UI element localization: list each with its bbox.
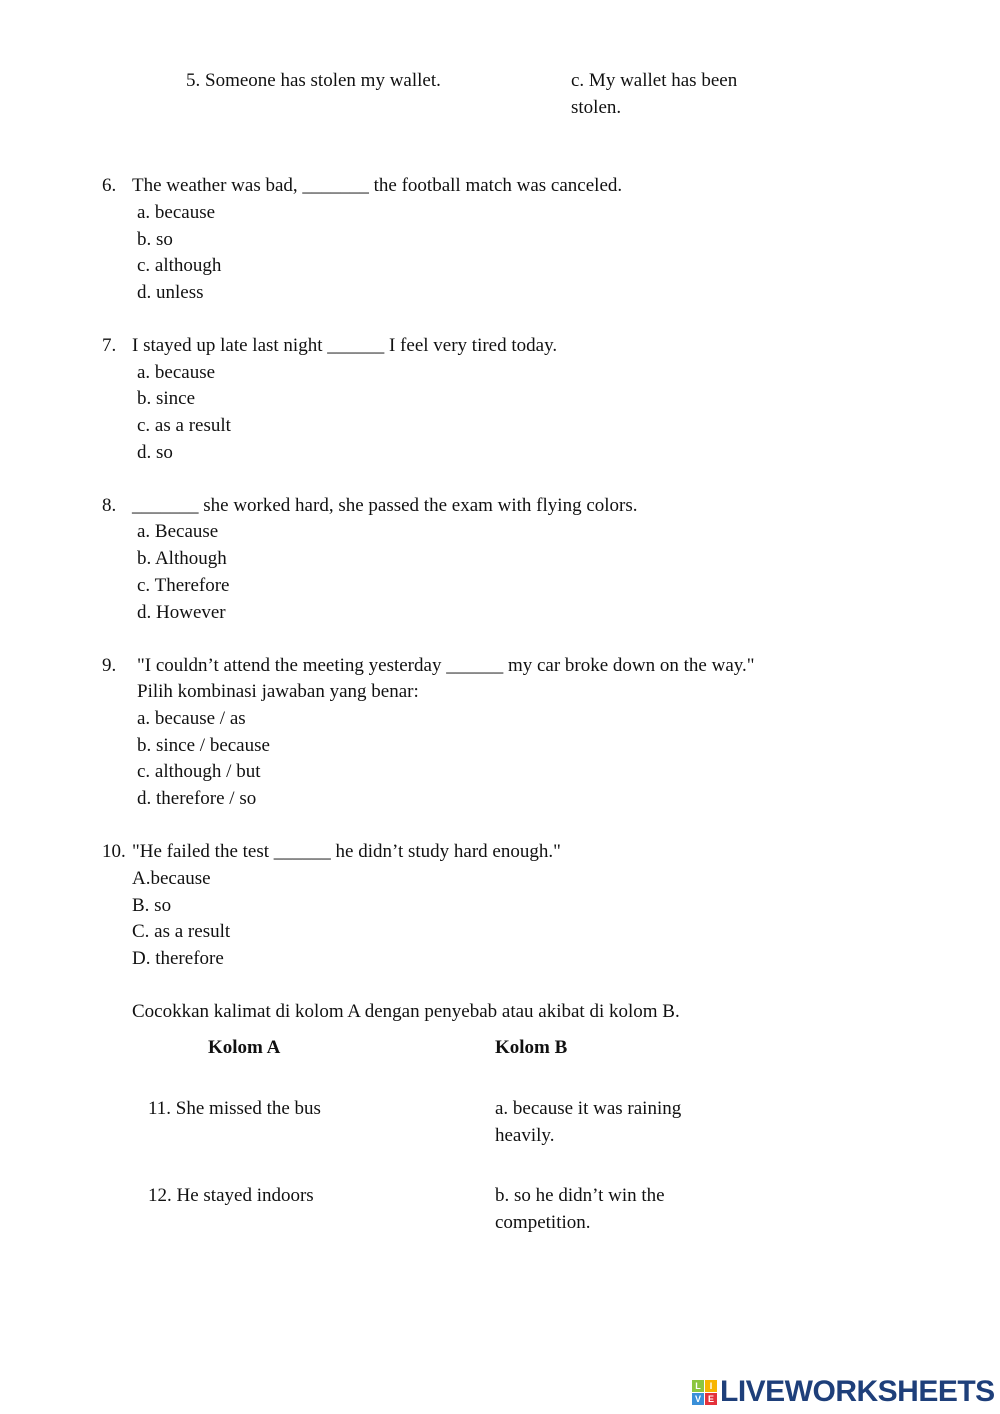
option[interactable]: a. Because [137, 521, 219, 542]
question-text: I stayed up late last night ______ I feel very tired today. [132, 335, 558, 356]
option[interactable]: c. although / but [137, 761, 261, 782]
logo-tile: E [705, 1393, 717, 1405]
option[interactable]: c. Therefore [137, 575, 230, 596]
logo-tile: V [692, 1393, 704, 1405]
option[interactable]: b. Although [137, 548, 227, 569]
logo-tile: I [705, 1380, 717, 1392]
option[interactable]: A.because [132, 868, 211, 889]
option[interactable]: b. so [137, 229, 173, 250]
matching-item-b[interactable]: a. because it was raining [495, 1098, 682, 1119]
column-b-header: Kolom B [495, 1037, 568, 1058]
matching-item-b[interactable]: b. so he didn’t win the [495, 1185, 665, 1206]
matching-item-b-cont: competition. [495, 1212, 591, 1233]
option[interactable]: a. because [137, 362, 216, 383]
liveworksheets-logo [692, 1375, 995, 1409]
matching-item-a[interactable]: 12. He stayed indoors [148, 1185, 314, 1206]
logo-text: LIVEWORKSHEETS [720, 1375, 995, 1408]
option[interactable]: a. because [137, 202, 216, 223]
option[interactable]: d. therefore / so [137, 788, 257, 809]
question-number: 10. [102, 841, 126, 862]
question-number: 7. [102, 335, 117, 356]
option[interactable]: c. although [137, 255, 222, 276]
logo-tile: L [692, 1380, 704, 1392]
q5-answer: c. My wallet has been [571, 70, 738, 91]
option[interactable]: d. so [137, 442, 173, 463]
question-text: "I couldn’t attend the meeting yesterday ______ my car broke down on the way." [137, 655, 755, 676]
logo-tiles-icon [692, 1380, 717, 1405]
question-text: "He failed the test ______ he didn’t study hard enough." [132, 841, 561, 862]
matching-item-b-cont: heavily. [495, 1125, 555, 1146]
question-text: The weather was bad, _______ the football match was canceled. [132, 175, 623, 196]
question-number: 9. [102, 655, 117, 676]
option[interactable]: C. as a result [132, 921, 231, 942]
option[interactable]: b. since [137, 388, 196, 409]
question-subtext: Pilih kombinasi jawaban yang benar: [137, 681, 419, 702]
question-number: 8. [102, 495, 117, 516]
option[interactable]: c. as a result [137, 415, 231, 436]
q5-answer-cont: stolen. [571, 97, 622, 118]
option[interactable]: B. so [132, 895, 172, 916]
q5-prompt: 5. Someone has stolen my wallet. [186, 70, 441, 91]
option[interactable]: a. because / as [137, 708, 246, 729]
column-a-header: Kolom A [208, 1037, 281, 1058]
matching-item-a[interactable]: 11. She missed the bus [148, 1098, 321, 1119]
option[interactable]: d. unless [137, 282, 204, 303]
question-text: _______ she worked hard, she passed the exam with flying colors. [132, 495, 638, 516]
option[interactable]: d. However [137, 602, 226, 623]
matching-instruction: Cocokkan kalimat di kolom A dengan penyebab atau akibat di kolom B. [132, 1001, 680, 1022]
option[interactable]: b. since / because [137, 735, 270, 756]
question-number: 6. [102, 175, 117, 196]
option[interactable]: D. therefore [132, 948, 224, 969]
